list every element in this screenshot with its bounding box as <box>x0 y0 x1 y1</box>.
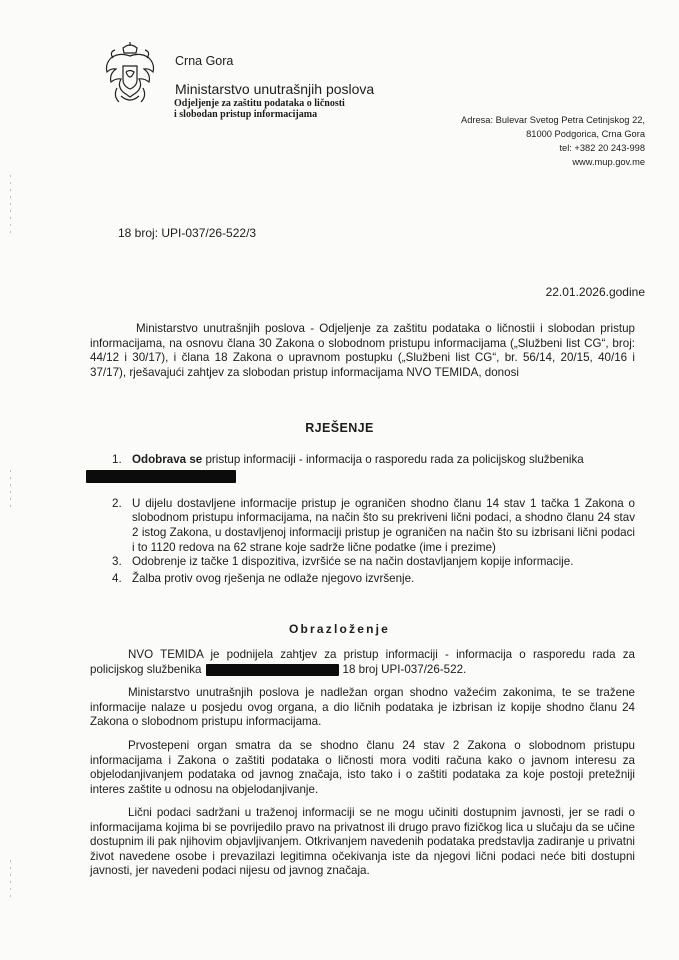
header-department-line: Odjeljenje za zaštitu podataka o ličnosti <box>174 98 345 109</box>
reference-number: 18 broj: UPI-037/26-522/3 <box>118 226 257 240</box>
header-department-line: i slobodan pristup informacijama <box>174 109 318 120</box>
list-item-bold: Odobrava se <box>132 453 203 466</box>
scan-edge-mark <box>10 175 11 235</box>
address-line: Adresa: Bulevar Svetog Petra Cetinjskog 22, <box>461 115 645 125</box>
header-department <box>174 98 374 120</box>
coat-of-arms-icon <box>101 42 159 108</box>
list-item <box>90 555 635 570</box>
reasoning-paragraph <box>90 648 635 677</box>
decision-title: RJEŠENJE <box>305 421 374 435</box>
redaction-bar <box>206 664 339 676</box>
address-block <box>461 113 645 169</box>
reasoning-paragraph: Prvostepeni organ smatra da se shodno članu 24 stav 2 Zakona o slobodnom pristupu informacijama i Zakona o zaštiti podataka o ličnosti mora voditi računa kako o javnom interesu za objelodanjivanjem podataka od javnog značaja, isto tako i o zaštiti podataka za koje postoji pretežniji interes zaštite u odnosu na objelodanjivanje. <box>90 739 635 796</box>
decision-list <box>90 449 635 588</box>
list-item-number: 4. <box>112 571 122 585</box>
scan-edge-mark <box>10 860 11 900</box>
list-item-number: 2. <box>112 496 122 510</box>
scan-edge-mark <box>10 470 11 510</box>
reasoning-text: 18 broj UPI-037/26-522. <box>342 662 467 676</box>
list-item-number: 3. <box>112 555 122 569</box>
list-item-text: pristup informaciji - informacija o rasporedu rada za policijskog službenika <box>202 453 584 466</box>
list-item-text: Odobrenje iz tačke 1 dispozitiva, izvršiće se na način dostavljanjem kopije informacije. <box>132 555 574 569</box>
list-item <box>90 449 635 483</box>
address-line: 81000 Podgorica, Crna Gora <box>526 129 645 139</box>
list-item-number: 1. <box>112 453 122 466</box>
reasoning-text: NVO TEMIDA je podnijela zahtjev za pristup informaciji - informacija o rasporedu rada za policijskog službenika <box>90 648 635 676</box>
redaction-bar <box>86 470 236 483</box>
list-item-text: U dijelu dostavljene informacije pristup je ograničen shodno članu 14 stav 1 tačka 1 Zakona o slobodnom pristupu informacijama, na način što su prekriveni lični podaci, a shodno članu 24 stav 2 istog Zakona, u dostavljenoj informaciji pristup je ograničen na način što su izbrisani lični podaci i to 1120 redova na 62 strane koje sadrže lične podatke (ime i prezime) <box>132 496 635 554</box>
reasoning-title: Obrazloženje <box>288 622 391 636</box>
header-ministry: Ministarstvo unutrašnjih poslova <box>175 81 375 97</box>
document-date: 22.01.2026.godine <box>545 285 645 299</box>
address-website: www.mup.gov.me <box>572 157 645 167</box>
header-country: Crna Gora <box>175 54 234 68</box>
list-item <box>90 572 635 587</box>
reasoning-paragraph: Ministarstvo unutrašnjih poslova je nadležan organ shodno važećim zakonima, te se tražene informacije nalaze u posjedu ovog organa, a dio ličnih podataka je izbrisan iz kopije shodno članu 24 Zakona o slobodnom pristupu informacijama. <box>90 686 635 729</box>
list-item <box>90 497 635 555</box>
address-phone: tel: +382 20 243-998 <box>559 143 645 153</box>
list-item-text: Žalba protiv ovog rješenja ne odlaže njegovo izvršenje. <box>132 571 415 585</box>
reasoning-paragraph: Lični podaci sadržani u traženoj informaciji se ne mogu učiniti dostupnim javnosti, jer se radi o informacijama kojima bi se povrijedilo pravo na privatnost ili drugo pravo fizičkog lica u slučaju da se učine dostupnim ili pak njihovim objavljivanjem. Otkrivanjem navedenih podataka predstavlja zadiranje u privatni život navedene osobe i prevazilazi legitimna očekivanja iste da njegovi lični podaci neće biti dostupni javnosti, jer navedeni podaci nijesu od javnog značaja. <box>90 806 635 878</box>
intro-paragraph: Ministarstvo unutrašnjih poslova - Odjeljenje za zaštitu podataka o ličnostii i slobodan pristup informacijama, na osnovu člana 30 Zakona o slobodnom pristupu informacijama („Službeni list CG“, broj: 44/12 i 30/17), i člana 18 Zakona o upravnom postupku („Službeni list CG“, br. 56/14, 20/15, 40/16 i 37/17), rješavajući zahtjev za slobodan pristup informacijama NVO TEMIDA, donosi <box>90 322 635 379</box>
